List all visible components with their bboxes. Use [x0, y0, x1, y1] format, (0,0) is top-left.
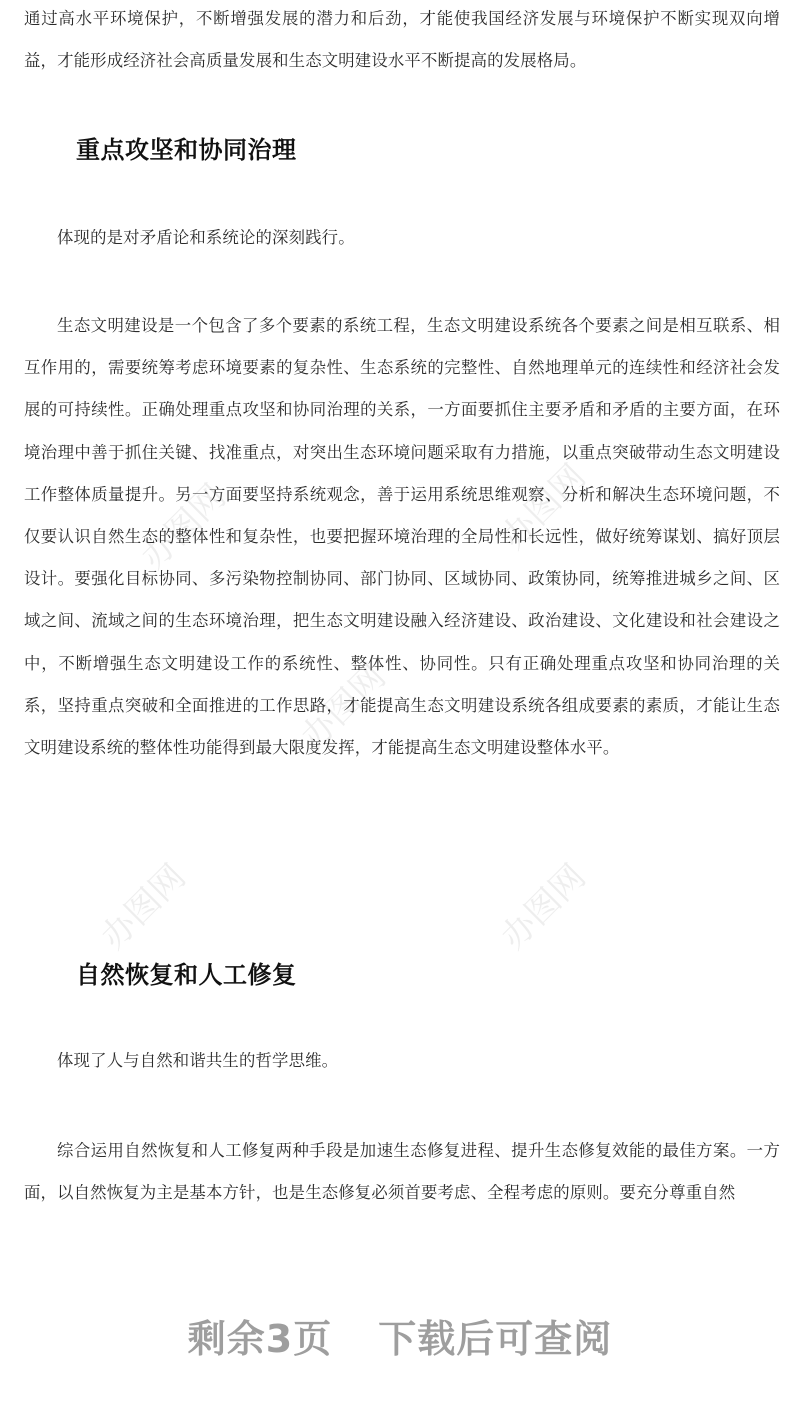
watermark-text: 办图网	[133, 476, 234, 578]
section-heading-1: 重点攻坚和协同治理	[76, 136, 297, 164]
remaining-pages-label: 剩余3页	[187, 1317, 333, 1361]
watermark-text: 办图网	[493, 456, 594, 558]
watermark-text: 办图网	[293, 656, 394, 758]
section-body-2: 综合运用自然恢复和人工修复两种手段是加速生态修复进程、提升生态修复效能的最佳方案。一方面，以自然恢复为主是基本方针，也是生态修复必须首要考虑、全程考虑的原则。要充分尊重自然	[24, 1141, 780, 1203]
section-heading-2: 自然恢复和人工修复	[76, 961, 297, 989]
section-body-1: 生态文明建设是一个包含了多个要素的系统工程，生态文明建设系统各个要素之间是相互联系、相互作用的，需要统筹考虑环境要素的复杂性、生态系统的完整性、自然地理单元的连续性和经济社会发展的可持续性。正确处理重点攻坚和协同治理的关系，一方面要抓住主要矛盾和矛盾的主要方面，在环境治理中善于抓住关键、找准重点，对突出生态环境问题采取有力措施，以重点突破带动生态文明建设工作整体质量提升。另一方面要坚持系统观念，善于运用系统思维观察、分析和解决生态环境问题，不仅要认识自然生态的整体性和复杂性，也要把握环境治理的全局性和长远性，做好统筹谋划、搞好顶层设计。要强化目标协同、多污染物控制协同、部门协同、区域协同、政策协同，统筹推进城乡之间、区域之间、流域之间的生态环境治理，把生态文明建设融入经济建设、政治建设、文化建设和社会建设之中，不断增强生态文明建设工作的系统性、整体性、协同性。只有正确处理重点攻坚和协同治理的关系，坚持重点突破和全面推进的工作思路，才能提高生态文明建设系统各组成要素的素质，才能让生态文明建设系统的整体性功能得到最大限度发挥，才能提高生态文明建设整体水平。	[24, 316, 780, 758]
section-summary-1: 体现的是对矛盾论和系统论的深刻践行。	[57, 228, 355, 247]
watermark-text: 办图网	[93, 856, 194, 958]
download-banner[interactable]	[0, 1308, 800, 1363]
watermark-text: 办图网	[493, 856, 594, 958]
download-prompt-label: 下载后可查阅	[378, 1317, 613, 1361]
section-summary-2: 体现了人与自然和谐共生的哲学思维。	[57, 1051, 339, 1070]
paragraph-intro: 通过高水平环境保护，不断增强发展的潜力和后劲，才能使我国经济发展与环境保护不断实现双向增益，才能形成经济社会高质量发展和生态文明建设水平不断提高的发展格局。	[24, 9, 780, 71]
